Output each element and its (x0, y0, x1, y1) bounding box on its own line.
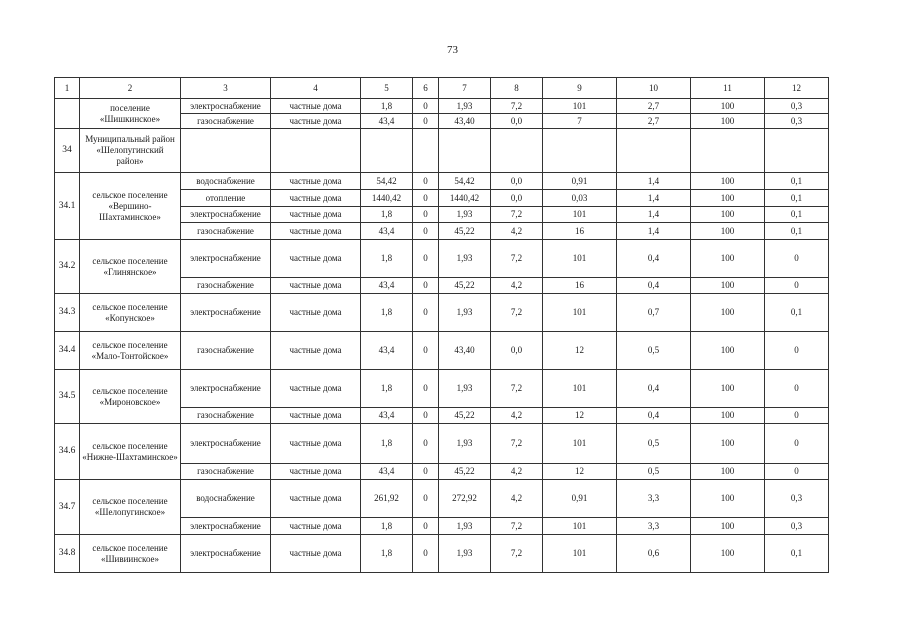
value-cell: 0 (413, 190, 439, 207)
value-cell: 0,5 (617, 424, 691, 464)
value-cell: 0,4 (617, 278, 691, 294)
value-cell: 1,93 (439, 535, 491, 573)
value-cell (413, 129, 439, 173)
table-row (55, 294, 829, 332)
value-cell: 43,40 (439, 114, 491, 129)
value-cell: 101 (543, 424, 617, 464)
value-cell: 101 (543, 99, 617, 114)
value-cell: 100 (691, 408, 765, 424)
value-cell: 4,2 (491, 223, 543, 240)
value-cell (617, 129, 691, 173)
settlement-name-cell: сельское поселение «Глинянское» (80, 240, 181, 294)
value-cell: 0 (413, 480, 439, 518)
value-cell: 2,7 (617, 99, 691, 114)
table-row (55, 370, 829, 408)
value-cell: 7,2 (491, 535, 543, 573)
header-cell: 3 (181, 78, 271, 99)
value-cell: 0,1 (765, 173, 829, 190)
value-cell: 100 (691, 294, 765, 332)
value-cell: 12 (543, 464, 617, 480)
header-cell: 6 (413, 78, 439, 99)
table-row (55, 99, 829, 114)
settlement-name-cell: Муниципальный район «Шелопугинский район» (80, 129, 181, 173)
value-cell: 12 (543, 408, 617, 424)
value-cell (491, 129, 543, 173)
value-cell: 7,2 (491, 207, 543, 223)
value-cell: 0,7 (617, 294, 691, 332)
value-cell: 100 (691, 99, 765, 114)
value-cell: 0,1 (765, 294, 829, 332)
housing-type-cell: частные дома (271, 370, 361, 408)
housing-type-cell: частные дома (271, 518, 361, 535)
value-cell: 100 (691, 223, 765, 240)
value-cell: 0 (413, 207, 439, 223)
utility-type-cell: электроснабжение (181, 99, 271, 114)
value-cell: 12 (543, 332, 617, 370)
housing-type-cell: частные дома (271, 190, 361, 207)
value-cell: 0,4 (617, 240, 691, 278)
utility-type-cell: электроснабжение (181, 518, 271, 535)
housing-type-cell: частные дома (271, 114, 361, 129)
value-cell: 1,8 (361, 424, 413, 464)
value-cell: 0,0 (491, 114, 543, 129)
value-cell: 45,22 (439, 464, 491, 480)
housing-type-cell: частные дома (271, 424, 361, 464)
value-cell: 0,0 (491, 332, 543, 370)
value-cell: 100 (691, 114, 765, 129)
value-cell: 2,7 (617, 114, 691, 129)
utility-type-cell: электроснабжение (181, 294, 271, 332)
value-cell: 100 (691, 173, 765, 190)
housing-type-cell: частные дома (271, 294, 361, 332)
value-cell: 7,2 (491, 370, 543, 408)
value-cell: 100 (691, 332, 765, 370)
utility-type-cell: электроснабжение (181, 240, 271, 278)
utility-type-cell: газоснабжение (181, 408, 271, 424)
value-cell: 1,8 (361, 518, 413, 535)
value-cell: 101 (543, 518, 617, 535)
value-cell: 0 (413, 370, 439, 408)
value-cell: 7,2 (491, 240, 543, 278)
value-cell (691, 129, 765, 173)
value-cell: 1,4 (617, 173, 691, 190)
utility-type-cell: газоснабжение (181, 278, 271, 294)
value-cell (543, 129, 617, 173)
settlement-name-cell: сельское поселение «Нижне-Шахтаминское» (80, 424, 181, 480)
value-cell: 0,3 (765, 480, 829, 518)
row-number-cell: 34.3 (55, 294, 80, 332)
value-cell: 0 (413, 240, 439, 278)
row-number-cell: 34 (55, 129, 80, 173)
value-cell: 1440,42 (361, 190, 413, 207)
header-cell: 10 (617, 78, 691, 99)
value-cell: 100 (691, 278, 765, 294)
housing-type-cell: частные дома (271, 240, 361, 278)
value-cell: 100 (691, 480, 765, 518)
table-row (55, 332, 829, 370)
table-row (55, 480, 829, 518)
utility-type-cell (181, 129, 271, 173)
value-cell: 0 (413, 332, 439, 370)
housing-type-cell: частные дома (271, 173, 361, 190)
value-cell: 0,91 (543, 173, 617, 190)
row-number-cell: 34.7 (55, 480, 80, 535)
value-cell: 0,1 (765, 223, 829, 240)
housing-type-cell: частные дома (271, 408, 361, 424)
value-cell: 7,2 (491, 424, 543, 464)
table-row (55, 129, 829, 173)
value-cell: 100 (691, 370, 765, 408)
housing-type-cell: частные дома (271, 99, 361, 114)
value-cell: 0,0 (491, 190, 543, 207)
housing-type-cell: частные дома (271, 464, 361, 480)
settlement-name-cell: сельское поселение «Вершино-Шахтаминское» (80, 173, 181, 240)
value-cell: 1,93 (439, 207, 491, 223)
value-cell: 7 (543, 114, 617, 129)
utility-type-cell: электроснабжение (181, 424, 271, 464)
value-cell: 7,2 (491, 294, 543, 332)
value-cell: 1,8 (361, 535, 413, 573)
value-cell: 100 (691, 240, 765, 278)
value-cell: 7,2 (491, 518, 543, 535)
value-cell: 0,3 (765, 518, 829, 535)
settlement-name-cell: сельское поселение «Шелопугинское» (80, 480, 181, 535)
settlement-name-cell: сельское поселение «Копунское» (80, 294, 181, 332)
value-cell: 101 (543, 370, 617, 408)
value-cell: 0,6 (617, 535, 691, 573)
value-cell: 54,42 (361, 173, 413, 190)
value-cell: 0 (413, 223, 439, 240)
value-cell: 100 (691, 535, 765, 573)
value-cell: 0 (765, 332, 829, 370)
value-cell: 100 (691, 190, 765, 207)
value-cell: 43,4 (361, 223, 413, 240)
value-cell: 1,93 (439, 370, 491, 408)
row-number-cell: 34.8 (55, 535, 80, 573)
value-cell: 0,3 (765, 114, 829, 129)
value-cell: 0,03 (543, 190, 617, 207)
value-cell: 0,91 (543, 480, 617, 518)
value-cell: 0,4 (617, 408, 691, 424)
value-cell: 1440,42 (439, 190, 491, 207)
page-number: 73 (447, 44, 458, 56)
row-number-cell: 34.6 (55, 424, 80, 480)
header-cell: 8 (491, 78, 543, 99)
value-cell: 0,3 (765, 99, 829, 114)
value-cell: 0 (765, 464, 829, 480)
housing-type-cell: частные дома (271, 332, 361, 370)
value-cell: 0 (765, 278, 829, 294)
table-row (55, 424, 829, 464)
housing-type-cell: частные дома (271, 207, 361, 223)
value-cell: 4,2 (491, 464, 543, 480)
value-cell: 54,42 (439, 173, 491, 190)
table-row (55, 173, 829, 190)
value-cell: 1,93 (439, 99, 491, 114)
header-cell: 11 (691, 78, 765, 99)
value-cell: 0,1 (765, 190, 829, 207)
value-cell: 45,22 (439, 223, 491, 240)
value-cell: 16 (543, 223, 617, 240)
settlement-name-cell: сельское поселение «Шивиинское» (80, 535, 181, 573)
value-cell: 1,4 (617, 207, 691, 223)
value-cell: 16 (543, 278, 617, 294)
value-cell: 1,4 (617, 190, 691, 207)
value-cell: 0 (413, 408, 439, 424)
value-cell: 1,93 (439, 240, 491, 278)
row-number-cell: 34.5 (55, 370, 80, 424)
value-cell: 43,4 (361, 464, 413, 480)
value-cell: 43,4 (361, 332, 413, 370)
value-cell: 7,2 (491, 99, 543, 114)
value-cell: 4,2 (491, 480, 543, 518)
value-cell: 100 (691, 424, 765, 464)
utility-type-cell: отопление (181, 190, 271, 207)
value-cell: 0,0 (491, 173, 543, 190)
row-number-cell: 34.4 (55, 332, 80, 370)
utility-type-cell: газоснабжение (181, 464, 271, 480)
value-cell: 1,93 (439, 294, 491, 332)
value-cell: 43,40 (439, 332, 491, 370)
utility-type-cell: водоснабжение (181, 173, 271, 190)
value-cell: 101 (543, 535, 617, 573)
value-cell: 0 (765, 370, 829, 408)
value-cell: 101 (543, 240, 617, 278)
value-cell: 0 (413, 518, 439, 535)
value-cell: 1,93 (439, 424, 491, 464)
header-cell: 7 (439, 78, 491, 99)
settlement-name-cell: сельское поселение «Мироновское» (80, 370, 181, 424)
value-cell: 43,4 (361, 114, 413, 129)
housing-type-cell (271, 129, 361, 173)
value-cell: 1,8 (361, 240, 413, 278)
value-cell: 0 (765, 424, 829, 464)
header-cell: 12 (765, 78, 829, 99)
value-cell: 100 (691, 207, 765, 223)
row-number-cell (55, 99, 80, 129)
value-cell: 43,4 (361, 278, 413, 294)
utility-type-cell: электроснабжение (181, 207, 271, 223)
value-cell: 0 (413, 464, 439, 480)
row-number-cell: 34.2 (55, 240, 80, 294)
value-cell: 0,5 (617, 464, 691, 480)
utility-type-cell: электроснабжение (181, 370, 271, 408)
value-cell: 3,3 (617, 518, 691, 535)
value-cell: 272,92 (439, 480, 491, 518)
value-cell: 1,8 (361, 207, 413, 223)
value-cell: 45,22 (439, 408, 491, 424)
value-cell: 0 (413, 294, 439, 332)
value-cell: 43,4 (361, 408, 413, 424)
settlement-name-cell: поселение «Шишкинское» (80, 99, 181, 129)
value-cell: 1,93 (439, 518, 491, 535)
value-cell: 261,92 (361, 480, 413, 518)
housing-type-cell: частные дома (271, 223, 361, 240)
value-cell: 0,4 (617, 370, 691, 408)
value-cell: 0 (413, 173, 439, 190)
header-cell: 2 (80, 78, 181, 99)
value-cell: 0 (413, 278, 439, 294)
housing-type-cell: частные дома (271, 278, 361, 294)
header-cell: 4 (271, 78, 361, 99)
housing-type-cell: частные дома (271, 480, 361, 518)
value-cell: 45,22 (439, 278, 491, 294)
value-cell: 3,3 (617, 480, 691, 518)
value-cell: 1,8 (361, 370, 413, 408)
value-cell: 1,4 (617, 223, 691, 240)
value-cell: 4,2 (491, 278, 543, 294)
table-body (55, 78, 829, 573)
value-cell (439, 129, 491, 173)
value-cell: 0 (413, 114, 439, 129)
row-number-cell: 34.1 (55, 173, 80, 240)
header-cell: 5 (361, 78, 413, 99)
data-table (54, 77, 829, 573)
value-cell: 1,8 (361, 294, 413, 332)
value-cell: 0,1 (765, 535, 829, 573)
utility-type-cell: газоснабжение (181, 114, 271, 129)
value-cell: 101 (543, 207, 617, 223)
value-cell: 0 (765, 408, 829, 424)
utility-type-cell: газоснабжение (181, 332, 271, 370)
utility-type-cell: водоснабжение (181, 480, 271, 518)
table-row (55, 535, 829, 573)
value-cell: 1,8 (361, 99, 413, 114)
header-row (55, 78, 829, 99)
value-cell: 0 (765, 240, 829, 278)
value-cell: 0 (413, 535, 439, 573)
value-cell: 100 (691, 518, 765, 535)
header-cell: 9 (543, 78, 617, 99)
value-cell (361, 129, 413, 173)
table-row (55, 240, 829, 278)
value-cell: 4,2 (491, 408, 543, 424)
value-cell: 100 (691, 464, 765, 480)
value-cell: 0,5 (617, 332, 691, 370)
utility-type-cell: газоснабжение (181, 223, 271, 240)
utility-type-cell: электроснабжение (181, 535, 271, 573)
value-cell: 0,1 (765, 207, 829, 223)
value-cell: 0 (413, 99, 439, 114)
value-cell: 101 (543, 294, 617, 332)
value-cell (765, 129, 829, 173)
settlement-name-cell: сельское поселение «Мало-Тонтойское» (80, 332, 181, 370)
header-cell: 1 (55, 78, 80, 99)
value-cell: 0 (413, 424, 439, 464)
housing-type-cell: частные дома (271, 535, 361, 573)
